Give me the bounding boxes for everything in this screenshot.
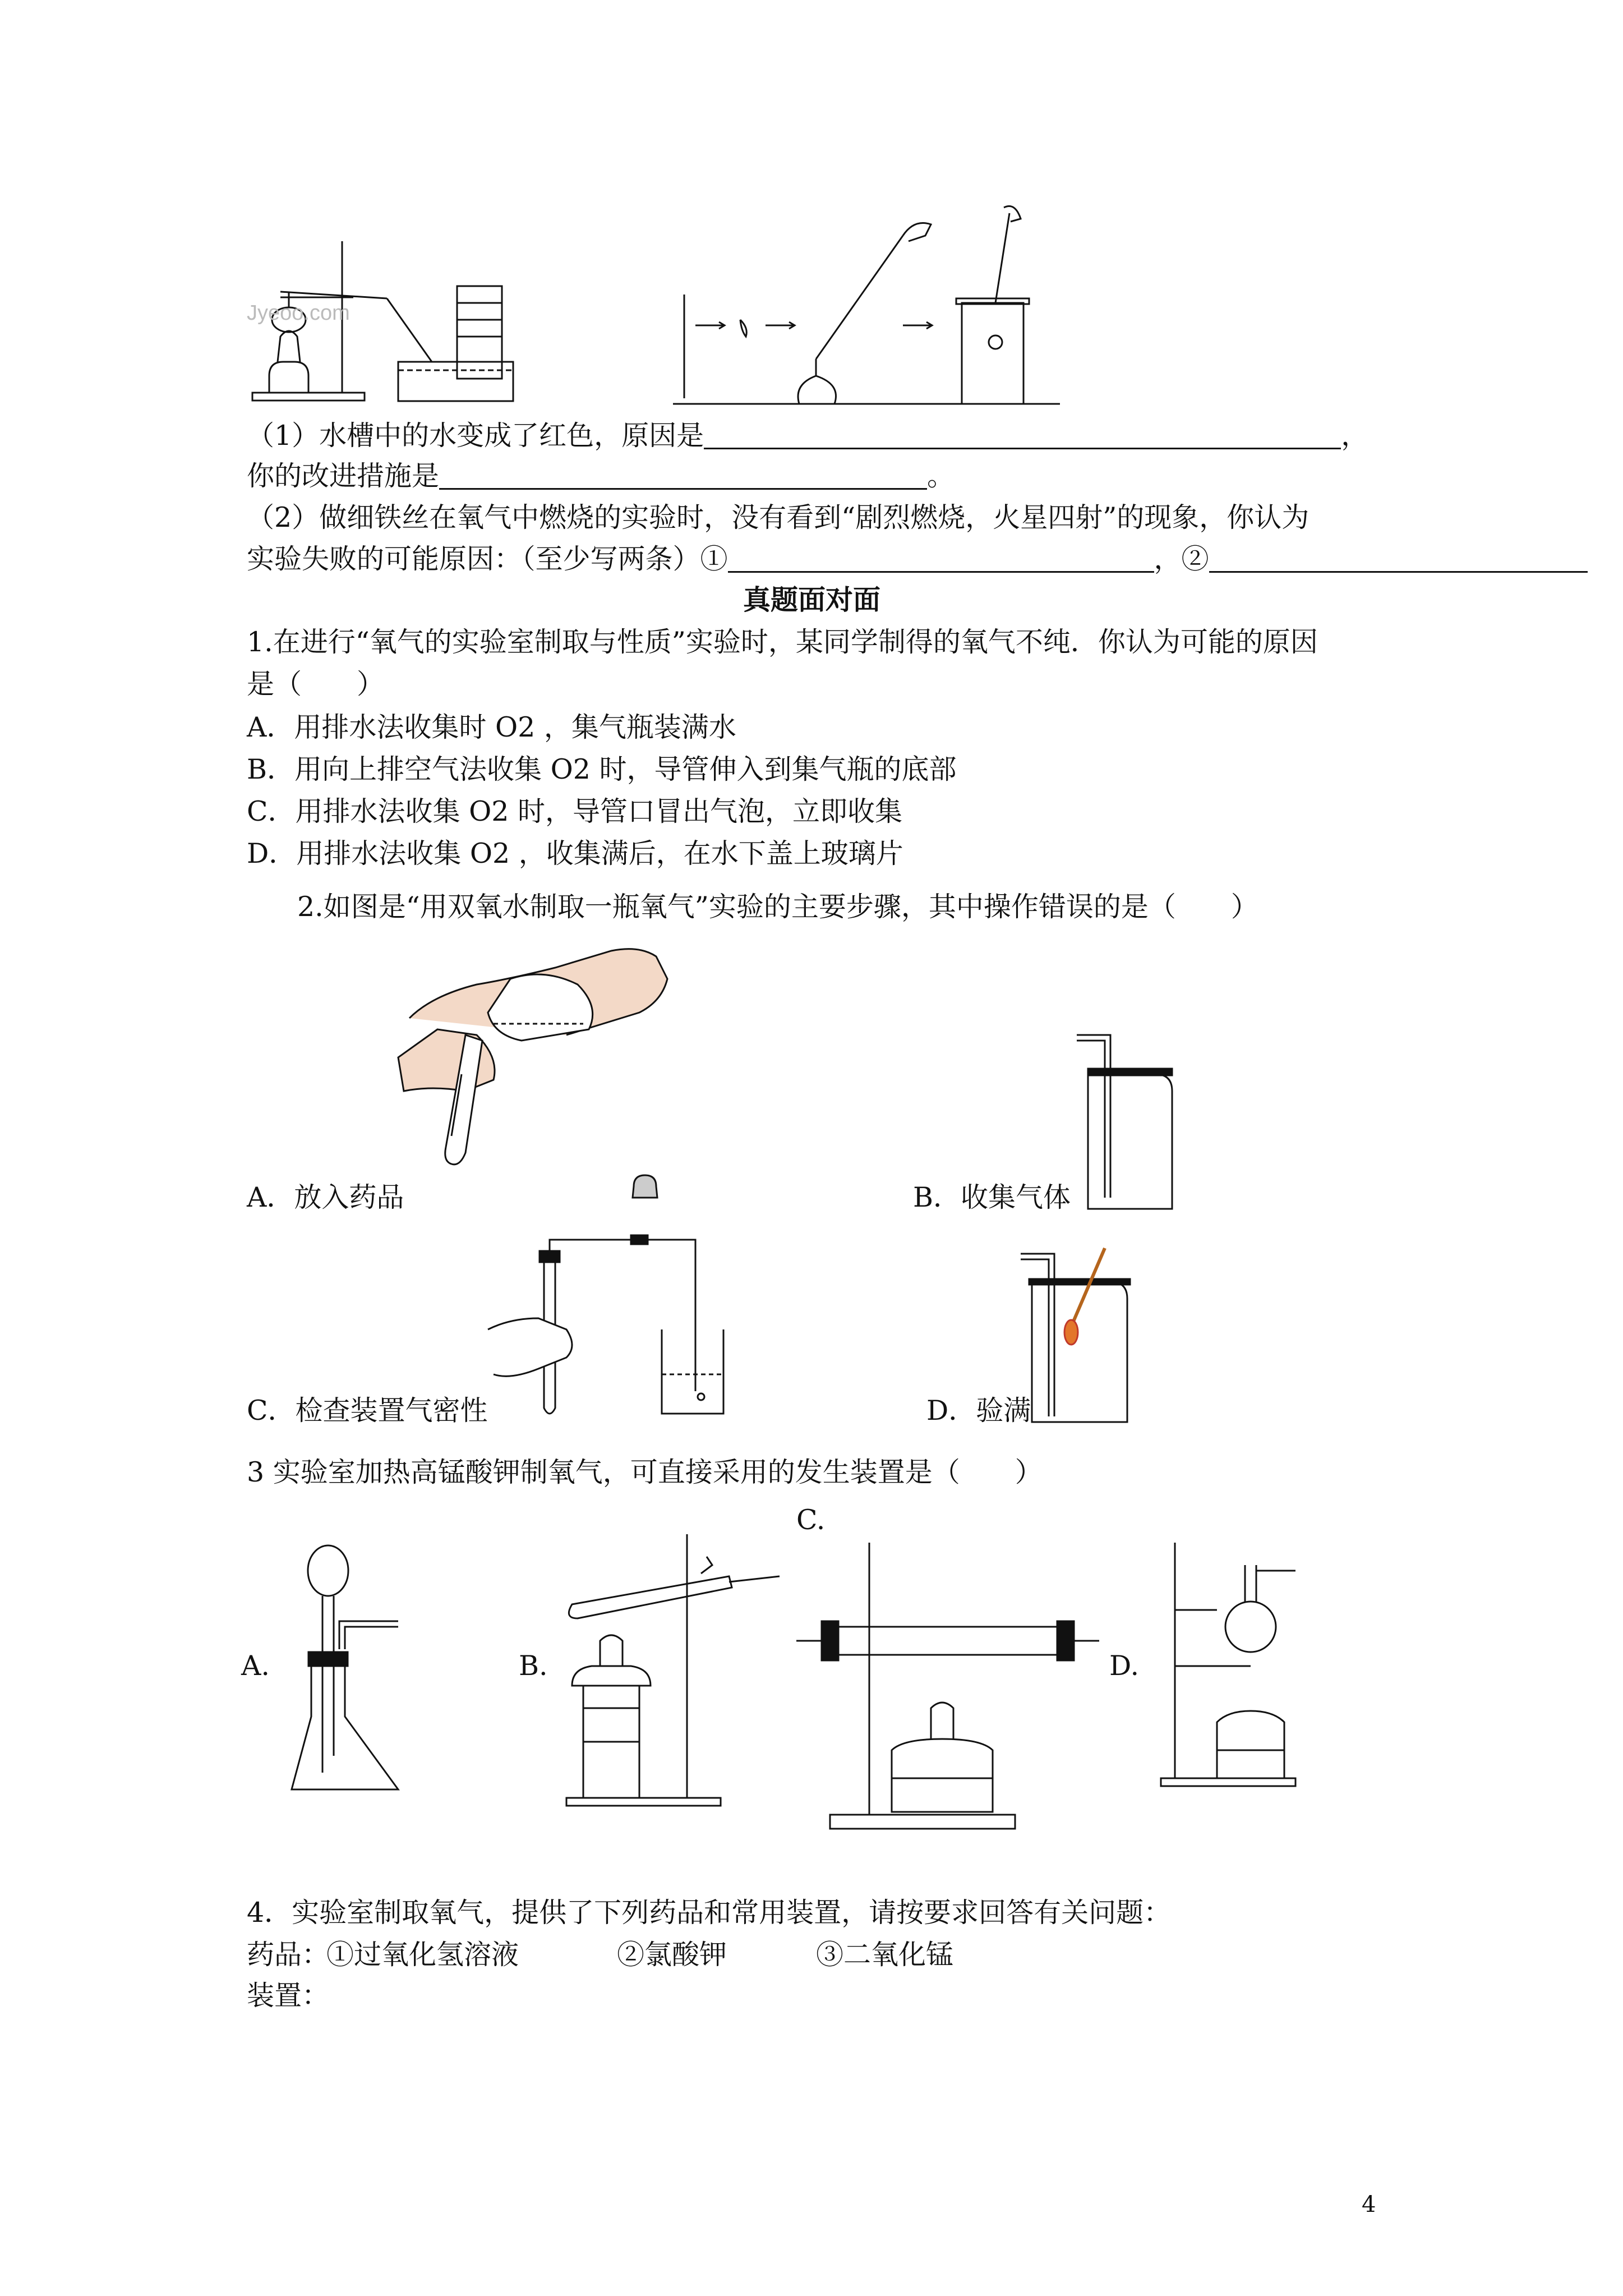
question2-label-a: A．放入药品 [247, 1181, 404, 1213]
question4-drug-2: ②氯酸钾 [617, 1939, 727, 1971]
question3-label-d: D. [1109, 1650, 1140, 1682]
answer-blank-reason[interactable] [704, 423, 1341, 449]
question2-stem: 2.如图是“用双氧水制取一瓶氧气”实验的主要步骤，其中操作错误的是（ ） [297, 891, 1258, 923]
question4-apparatus-label: 装置： [247, 1980, 330, 2012]
answer-blank-cause-1[interactable] [728, 546, 1154, 573]
section-title: 真题面对面 [743, 584, 881, 616]
q1-line1-end: ， [1341, 420, 1369, 452]
question4-drugs-label: 药品： [247, 1939, 330, 1971]
question3-label-b: B. [519, 1650, 548, 1682]
gas-collection-figure [1066, 1029, 1189, 1214]
q1-line1-text: （1）水槽中的水变成了红色，原因是 [247, 420, 704, 452]
q1-line4-text: 实验失败的可能原因：（至少写两条）① [247, 543, 728, 575]
question1-stem-line2: 是（ ） [247, 668, 385, 700]
question3-label-a: A. [241, 1650, 270, 1682]
answer-blank-improvement[interactable] [439, 463, 927, 490]
question1-option-c[interactable]: C．用排水法收集 O2 时，导管口冒出气泡，立即收集 [247, 795, 902, 827]
answer-blank-cause-2[interactable] [1209, 546, 1588, 573]
round-flask-d-figure [1155, 1531, 1301, 1789]
question2-label-d: D．验满 [926, 1395, 1031, 1427]
page-number: 4 [1362, 2192, 1376, 2217]
question1-option-d[interactable]: D．用排水法收集 O2 ，收集满后，在水下盖上玻璃片 [247, 838, 903, 869]
question1-stem-line1: 1.在进行“氧气的实验室制取与性质”实验时，某同学制得的氧气不纯．你认为可能的原因 [247, 626, 1318, 658]
airtightness-check-figure [488, 1234, 735, 1425]
flask-apparatus-a-figure [286, 1537, 409, 1795]
question2-label-b: B．收集气体 [913, 1181, 1071, 1213]
watermark: Jyeoo.com [247, 301, 350, 325]
oxygen-full-test-figure [1021, 1248, 1144, 1428]
iron-wire-burning-figure [667, 202, 1071, 409]
question2-label-c: C．检查装置气密性 [247, 1395, 488, 1427]
question1-option-b[interactable]: B．用向上排空气法收集 O2 时，导管伸入到集气瓶的底部 [247, 753, 957, 785]
pour-reagent-figure [398, 945, 690, 1214]
q1-line2-text: 你的改进措施是 [247, 460, 440, 492]
q1-line3: （2）做细铁丝在氧气中燃烧的实验时，没有看到“剧烈燃烧，火星四射”的现象，你认为 [247, 501, 1310, 533]
question4-stem: 4．实验室制取氧气，提供了下列药品和常用装置，请按要求回答有关问题： [247, 1897, 1172, 1929]
q1-line2-end: 。 [927, 460, 955, 492]
question3-label-c: C. [796, 1504, 826, 1536]
question3-stem: 3 实验室加热高锰酸钾制氧气，可直接采用的发生装置是（ ） [247, 1456, 1043, 1488]
question4-drug-1: ①过氧化氢溶液 [326, 1939, 519, 1971]
q1-line2 [247, 462, 955, 490]
q1-line4-mid: ，② [1154, 543, 1209, 575]
test-tube-heating-b-figure [561, 1529, 796, 1809]
kmno4-heating-apparatus-figure [247, 236, 527, 409]
q1-line4 [247, 545, 1588, 573]
question1-option-a[interactable]: A．用排水法收集时 O2 ，集气瓶装满水 [247, 711, 736, 743]
question4-drug-3: ③二氧化锰 [816, 1939, 954, 1971]
q1-line1 [247, 420, 1369, 452]
horizontal-tube-c-figure [796, 1537, 1110, 1834]
